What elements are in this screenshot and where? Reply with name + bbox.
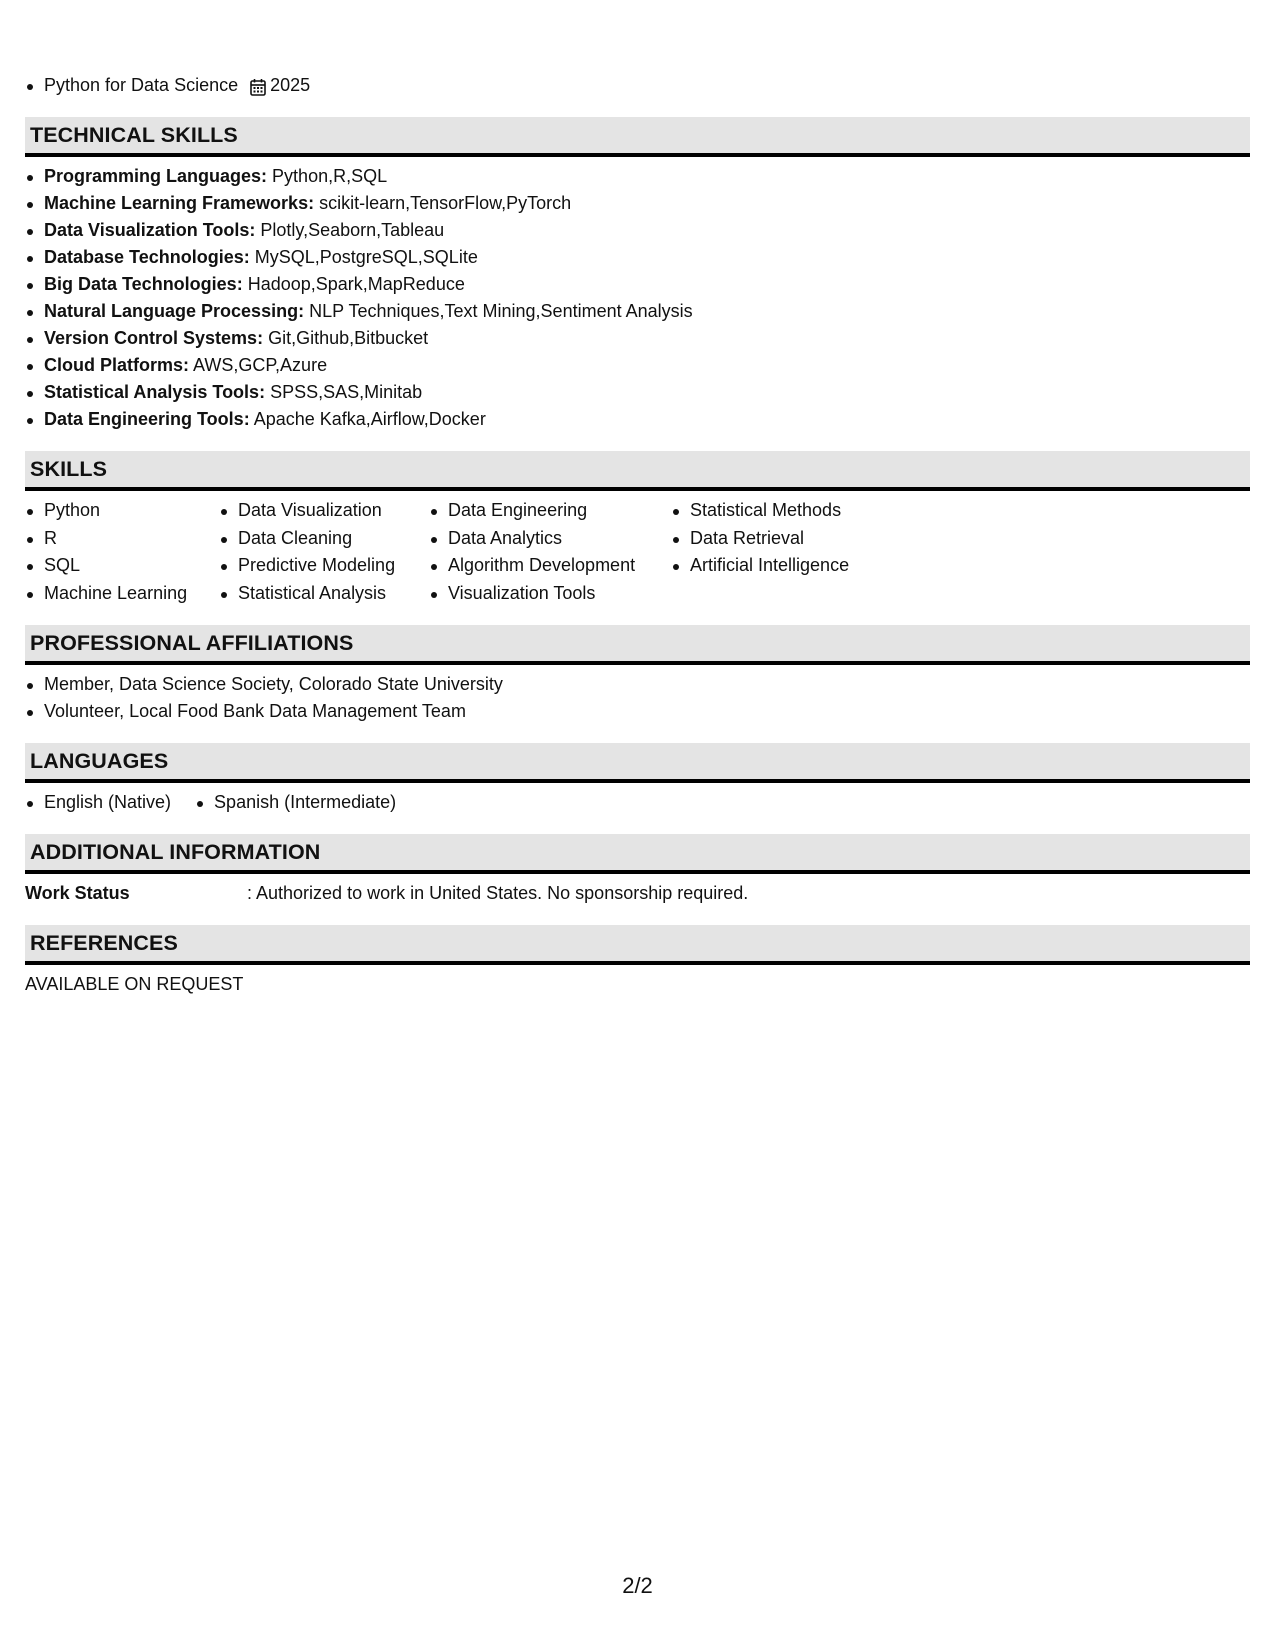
skill-value: Python,R,SQL [272,166,388,186]
certification-list [25,72,1250,99]
list-item: Machine Learning [25,580,219,608]
list-item [25,271,1250,298]
list-item: Visualization Tools [429,580,671,608]
skill-label: Programming Languages: [44,166,268,186]
list-item: Volunteer, Local Food Bank Data Management Team [25,698,1250,725]
list-item: Statistical Methods [671,497,951,525]
work-status-label: Work Status [25,883,130,903]
skills-column [671,497,951,607]
calendar-icon [250,77,266,95]
page-number: 2/2 [622,1573,653,1598]
skill-label: Version Control Systems: [44,328,264,348]
skill-label: Big Data Technologies: [44,274,243,294]
certification-year: 2025 [270,75,311,95]
skill-label: Natural Language Processing: [44,301,305,321]
resume-page [25,72,1250,998]
technical-skills-list [25,163,1250,433]
list-item [25,406,1250,433]
list-item [25,217,1250,244]
list-item: English (Native) [25,789,171,816]
list-item: Member, Data Science Society, Colorado State University [25,671,1250,698]
skill-value: scikit-learn,TensorFlow,PyTorch [319,193,572,213]
skills-column [219,497,429,607]
list-item [25,352,1250,379]
references-header: REFERENCES [25,925,1250,965]
references-text: AVAILABLE ON REQUEST [25,974,244,994]
list-item: Artificial Intelligence [671,552,951,580]
skill-label: Database Technologies: [44,247,250,267]
languages-header: LANGUAGES [25,743,1250,783]
list-item [25,244,1250,271]
list-item: R [25,525,219,553]
list-item [25,190,1250,217]
list-item: Statistical Analysis [219,580,429,608]
list-item [25,163,1250,190]
certification-item [25,72,1250,99]
skills-grid [25,497,1250,607]
skill-value: AWS,GCP,Azure [193,355,328,375]
work-status-value: : Authorized to work in United States. No sponsorship required. [247,883,749,903]
list-item: Algorithm Development [429,552,671,580]
list-item: Python [25,497,219,525]
list-item [25,325,1250,352]
list-item: Data Retrieval [671,525,951,553]
technical-skills-header: TECHNICAL SKILLS [25,117,1250,157]
skill-label: Machine Learning Frameworks: [44,193,315,213]
skills-column [25,497,219,607]
skills-column [429,497,671,607]
list-item: Data Visualization [219,497,429,525]
list-item: Predictive Modeling [219,552,429,580]
additional-info-header: ADDITIONAL INFORMATION [25,834,1250,874]
skill-label: Data Visualization Tools: [44,220,256,240]
certification-name: Python for Data Science [44,75,239,95]
list-item: Spanish (Intermediate) [195,789,396,816]
affiliations-list [25,671,1250,725]
skill-value: MySQL,PostgreSQL,SQLite [254,247,478,267]
skill-label: Data Engineering Tools: [44,409,250,429]
skill-value: Hadoop,Spark,MapReduce [247,274,465,294]
list-item [25,298,1250,325]
list-item: SQL [25,552,219,580]
languages-list [25,789,1250,816]
skill-value: NLP Techniques,Text Mining,Sentiment Analysis [309,301,693,321]
list-item [25,379,1250,406]
skill-value: Plotly,Seaborn,Tableau [260,220,445,240]
work-status-row [25,880,1250,907]
skill-label: Statistical Analysis Tools: [44,382,266,402]
list-item: Data Analytics [429,525,671,553]
list-item: Data Cleaning [219,525,429,553]
skill-label: Cloud Platforms: [44,355,190,375]
skill-value: Apache Kafka,Airflow,Docker [253,409,486,429]
list-item: Data Engineering [429,497,671,525]
affiliations-header: PROFESSIONAL AFFILIATIONS [25,625,1250,665]
skills-header: SKILLS [25,451,1250,491]
skill-value: Git,Github,Bitbucket [268,328,429,348]
skill-value: SPSS,SAS,Minitab [270,382,423,402]
